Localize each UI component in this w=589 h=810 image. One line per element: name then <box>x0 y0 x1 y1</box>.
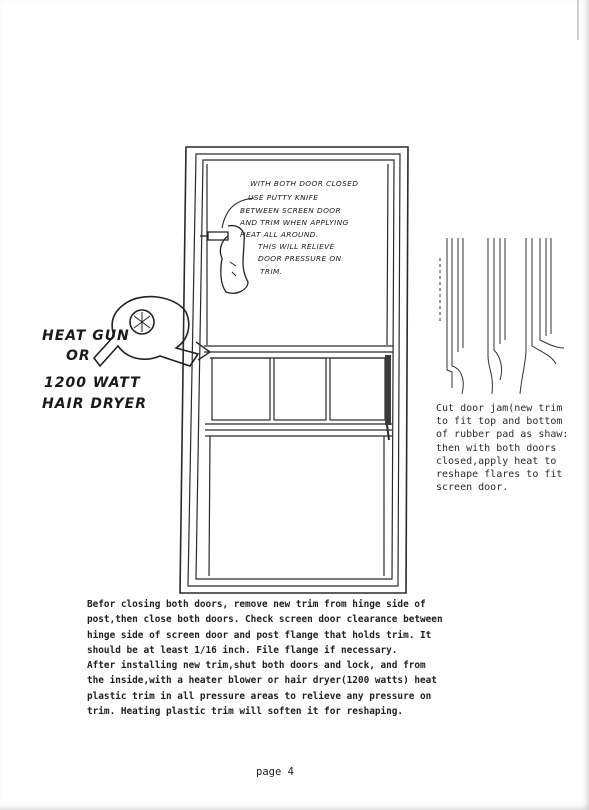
putty-note-line1: WITH BOTH DOOR CLOSED <box>250 179 359 188</box>
heat-gun-label-line1: HEAT GUN <box>42 328 130 344</box>
page-number: page 4 <box>256 766 294 778</box>
putty-note-line5: HEAT ALL AROUND. <box>240 230 319 239</box>
heat-gun-label-line2: OR <box>66 348 91 364</box>
putty-note-line4: AND TRIM WHEN APPLYING <box>240 218 349 227</box>
heat-gun-label-line4: HAIR DRYER <box>42 396 148 412</box>
jamb-profile-drawings <box>440 238 564 394</box>
putty-note-line3: BETWEEN SCREEN DOOR <box>240 206 342 215</box>
instructions-text: Befor closing both doors, remove new trim from hinge side of post,then close both doors. Check screen door clearance between hinge side of screen door and post flange that holds trim. It should be at least 1/16 inch. File flange if necessary. After installing new trim,shut both doors and lock, and from the inside,with a heater blower or hair dryer(1200 watts) heat plastic trim in all pressure areas to relieve any pressure on trim. Heating plastic trim will soften it for reshaping. <box>87 599 443 718</box>
putty-note-line2: USE PUTTY KNIFE <box>248 193 319 202</box>
jamb-caption: Cut door jam(new trim to fit top and bottom of rubber pad as shaw: then with both doors closed,apply heat to reshape flares to fit screen door. <box>436 403 569 494</box>
putty-note-line8: TRIM. <box>260 267 283 276</box>
putty-note-line7: DOOR PRESSURE ON <box>258 254 342 263</box>
heat-gun-label-line3: 1200 WATT <box>44 375 141 391</box>
putty-note-line6: THIS WILL RELIEVE <box>258 242 335 251</box>
